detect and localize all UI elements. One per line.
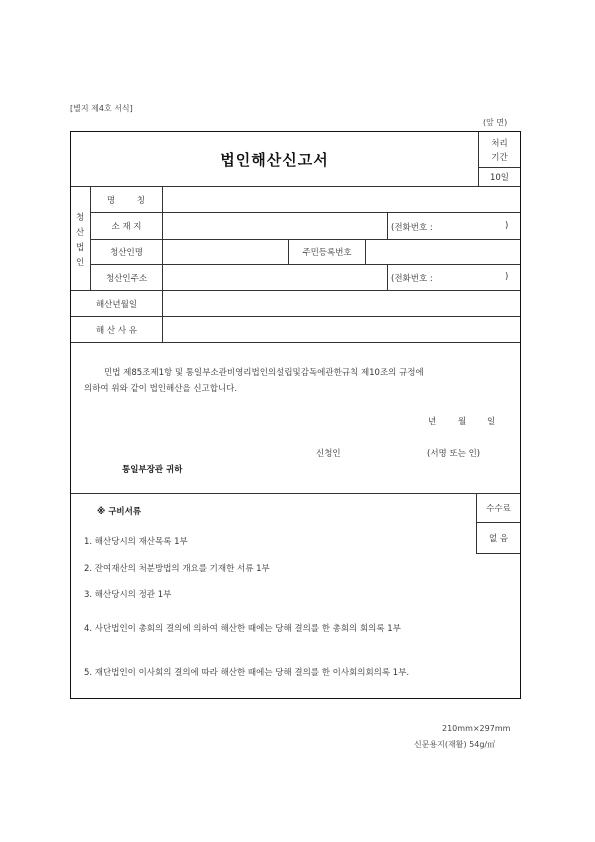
location-input[interactable] bbox=[163, 213, 387, 239]
form-title: 법인해산신고서 bbox=[220, 151, 329, 169]
location-label: 소 재 지 bbox=[111, 222, 142, 232]
row-line-6 bbox=[71, 342, 520, 343]
date-year-label: 년 bbox=[428, 417, 437, 427]
fee-value: 없 음 bbox=[488, 534, 509, 544]
group-label-char-1: 청 bbox=[76, 213, 85, 223]
name-label-b: 칭 bbox=[136, 195, 146, 206]
resident-number-label: 주민등록번호 bbox=[302, 248, 352, 258]
phone-label-1: (전화번호 : bbox=[391, 223, 433, 233]
dissolution-reason-input[interactable] bbox=[163, 317, 520, 342]
document-item-4: 4. 사단법인이 총회의 결의에 의하여 해산한 때에는 당해 결의를 한 총회의 회의록 1부 bbox=[84, 624, 401, 634]
processing-period-value: 10일 bbox=[489, 173, 510, 183]
liquidator-name-label: 청산인명 bbox=[110, 248, 143, 258]
paper-spec: 신문용지(재활) 54g/㎡ bbox=[414, 740, 496, 749]
document-item-5: 5. 재단법인이 이사회의 결의에 따라 해산한 때에는 당해 결의를 한 이사회의회의록 1부. bbox=[84, 668, 410, 678]
date-day-label: 일 bbox=[487, 417, 496, 427]
page-side-label: (앞 면) bbox=[483, 118, 508, 127]
dissolution-reason-label: 해 산 사 유 bbox=[96, 325, 137, 336]
document-item-2: 2. 잔여재산의 처분방법의 개요를 기재한 서류 1부 bbox=[84, 564, 270, 574]
processing-label-line2: 기간 bbox=[491, 152, 508, 163]
document-item-3: 3. 해산당시의 정관 1부 bbox=[84, 590, 172, 600]
fee-label: 수수료 bbox=[486, 504, 511, 514]
date-month-label: 월 bbox=[458, 417, 467, 427]
statement-bottom-line bbox=[71, 493, 520, 494]
required-documents-title: ※ 구비서류 bbox=[97, 507, 142, 517]
phone-close-2: ) bbox=[505, 272, 509, 282]
name-input[interactable] bbox=[163, 187, 520, 212]
statement-line-1: 민법 제85조제1항 및 통일부소관비영리법인의설립및감독에관한규칙 제10조의 규정에 bbox=[104, 368, 424, 378]
liquidator-address-input[interactable] bbox=[163, 265, 387, 290]
resident-number-input[interactable] bbox=[366, 240, 520, 264]
document-item-1: 1. 해산당시의 재산목록 1부 bbox=[84, 537, 188, 547]
dissolution-date-label: 해산년월일 bbox=[95, 299, 138, 310]
name-label-a: 명 bbox=[106, 195, 116, 206]
group-label-char-3: 법 bbox=[76, 243, 85, 253]
group-label-char-2: 산 bbox=[76, 228, 85, 238]
form-number: [별지 제4호 서식] bbox=[70, 104, 133, 113]
liquidator-name-input[interactable] bbox=[163, 240, 288, 264]
phone-close-1: ) bbox=[505, 221, 509, 231]
group-label-char-4: 인 bbox=[76, 258, 85, 268]
liquidator-address-label: 청산인주소 bbox=[105, 273, 148, 284]
phone-label-2: (전화번호 : bbox=[391, 274, 433, 284]
signature-label: (서명 또는 인) bbox=[427, 449, 481, 459]
paper-size: 210mm×297mm bbox=[442, 724, 511, 733]
dissolution-date-input[interactable] bbox=[163, 291, 520, 316]
fee-bottom-line bbox=[476, 553, 520, 554]
phone-column-line-2 bbox=[387, 264, 388, 290]
phone-column-line-1 bbox=[387, 212, 388, 239]
processing-label-line1: 처리 bbox=[491, 138, 508, 149]
statement-line-2: 의하여 위와 같이 법인해산을 신고합니다. bbox=[84, 384, 238, 394]
applicant-label: 신청인 bbox=[316, 449, 341, 459]
addressee: 통일부장관 귀하 bbox=[122, 465, 183, 475]
